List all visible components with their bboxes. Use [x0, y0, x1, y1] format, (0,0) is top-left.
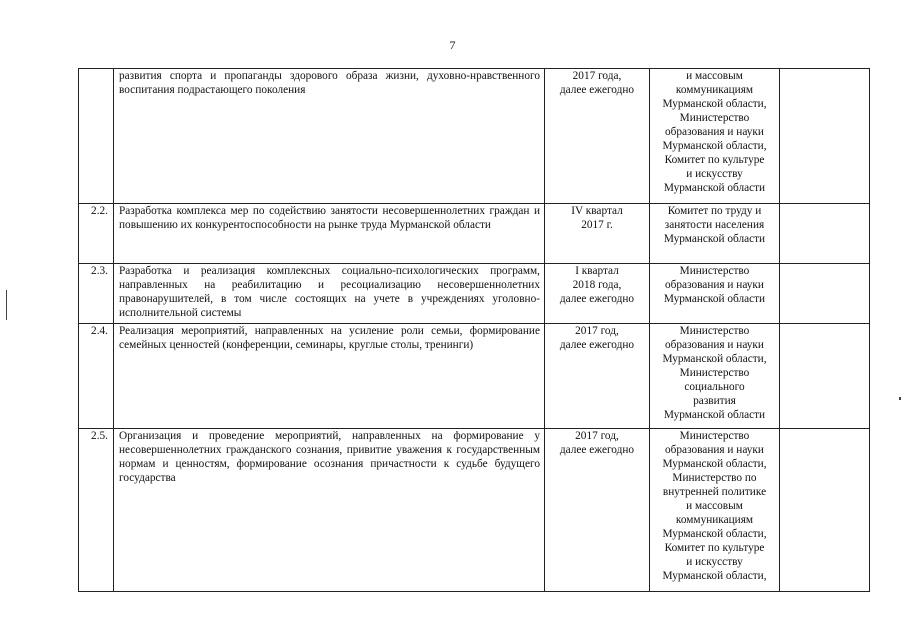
- notes-cell: [780, 204, 870, 264]
- deadline: IV квартал 2017 г.: [545, 204, 650, 264]
- row-number: 2.3.: [79, 264, 114, 324]
- page-number: 7: [449, 38, 456, 52]
- notes-cell: [780, 324, 870, 429]
- executors: Министерство образования и науки Мурманской области, Министерство социального развития Мурманской области: [650, 324, 780, 429]
- deadline: 2017 год, далее ежегодно: [545, 324, 650, 429]
- executors: и массовым коммуникациям Мурманской области, Министерство образования и науки Мурманской области, Комитет по культуре и искусству Мурманской области: [650, 69, 780, 204]
- scan-margin-mark: [6, 290, 7, 320]
- notes-cell: [780, 264, 870, 324]
- notes-cell: [780, 69, 870, 204]
- measure-description: Организация и проведение мероприятий, направленных на формирование у несовершеннолетних гражданского сознания, привитие уважения к государственным нормам и ценностям, формирование осознания причастности к судьбе будущего государства: [114, 429, 545, 592]
- measure-description: Разработка комплекса мер по содействию занятости несовершеннолетних граждан и повышению их конкурентоспособности на рынке труда Мурманской области: [114, 204, 545, 264]
- deadline: I квартал 2018 года, далее ежегодно: [545, 264, 650, 324]
- table-row: [79, 429, 870, 592]
- measure-description: развития спорта и пропаганды здорового образа жизни, духовно-нравственного воспитания подрастающего поколения: [114, 69, 545, 204]
- table-row: [79, 69, 870, 204]
- executors: Министерство образования и науки Мурманской области: [650, 264, 780, 324]
- measures-table: [78, 68, 870, 592]
- executors: Комитет по труду и занятости населения Мурманской области: [650, 204, 780, 264]
- table-row: [79, 324, 870, 429]
- table-row: [79, 204, 870, 264]
- row-number: [79, 69, 114, 204]
- deadline: 2017 года, далее ежегодно: [545, 69, 650, 204]
- row-number: 2.5.: [79, 429, 114, 592]
- executors: Министерство образования и науки Мурманской области, Министерство по внутренней политике и массовым коммуникациям Мурманской области, Комитет по культуре и искусству Мурманской области,: [650, 429, 780, 592]
- row-number: 2.2.: [79, 204, 114, 264]
- measure-description: Разработка и реализация комплексных социально-психологических программ, направленных на реабилитацию и ресоциализацию несовершеннолетних правонарушителей, в том числе состоящих на учете в учреждениях уголовно-исполнительной системы: [114, 264, 545, 324]
- measure-description: Реализация мероприятий, направленных на усиление роли семьи, формирование семейных ценностей (конференции, семинары, круглые столы, тренинги): [114, 324, 545, 429]
- deadline: 2017 год, далее ежегодно: [545, 429, 650, 592]
- notes-cell: [780, 429, 870, 592]
- table-row: [79, 264, 870, 324]
- row-number: 2.4.: [79, 324, 114, 429]
- scan-margin-mark: [899, 397, 901, 400]
